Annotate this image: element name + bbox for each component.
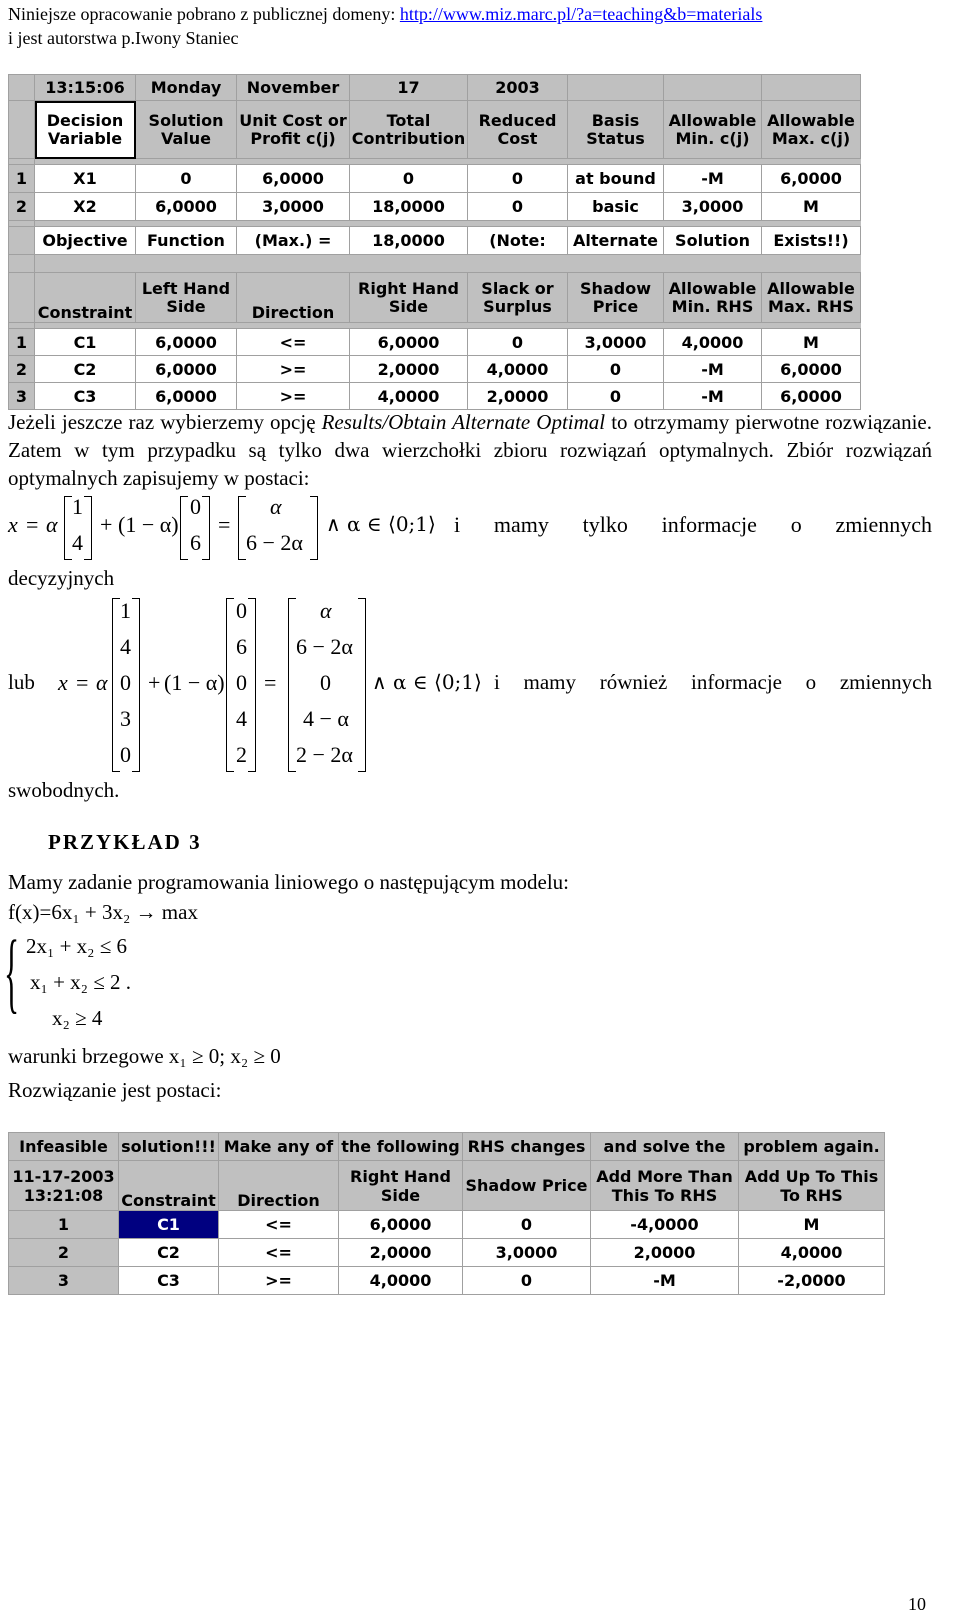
vector-entry: 0 [236, 598, 247, 623]
cell: Alternate [568, 227, 664, 255]
cell: 2003 [468, 75, 568, 101]
timestamp-cell: 11-17-2003 13:21:08 [9, 1161, 119, 1211]
var-x: x [8, 512, 18, 537]
cell: >= [237, 356, 350, 383]
cell: 0 [463, 1267, 591, 1295]
cell: C2 [119, 1239, 219, 1267]
system-brace: { [4, 923, 20, 1022]
vector-entry: 6 [236, 634, 247, 659]
header-cell: Total Contribution [350, 101, 468, 159]
bracket-left [288, 598, 296, 772]
header-row [9, 101, 861, 159]
cell: -M [664, 165, 762, 193]
cell: 0 [463, 1211, 591, 1239]
eq-tail-text: i mamy również informacje o zmiennych [494, 670, 932, 694]
bracket-left [64, 496, 72, 560]
vector-entry: 6 − 2α [296, 634, 353, 659]
cell: basic [568, 193, 664, 221]
cell: Objective [35, 227, 136, 255]
cell: 0 [136, 165, 237, 193]
cell: 6,0000 [762, 356, 861, 383]
cell: (Max.) = [237, 227, 350, 255]
cell: 18,0000 [350, 193, 468, 221]
cell: 17 [350, 75, 468, 101]
condition: ∧ α ∈ ⟨0;1⟩ [372, 670, 482, 694]
selected-cell[interactable]: C1 [119, 1211, 219, 1239]
bracket-left [226, 598, 234, 772]
cell: C2 [35, 356, 136, 383]
alpha: α [96, 670, 108, 695]
alpha: α [46, 512, 58, 537]
bracket-right [202, 496, 210, 560]
cell: -2,0000 [739, 1267, 885, 1295]
page-number: 10 [908, 1594, 926, 1614]
vector-entry: 0 [190, 494, 201, 519]
header-cell: Direction [237, 273, 350, 323]
bounds: warunki brzegowe x₁ ≥ 0; x₂ ≥ 0 [8, 1044, 281, 1068]
cell: problem again. [739, 1133, 885, 1161]
row-number: 1 [9, 1211, 119, 1239]
header-cell: Reduced Cost [468, 101, 568, 159]
cell: <= [219, 1211, 339, 1239]
cell: 2,0000 [591, 1239, 739, 1267]
cell: 4,0000 [468, 356, 568, 383]
cell: <= [237, 329, 350, 356]
row-number: 1 [9, 165, 35, 193]
table-row [9, 329, 861, 356]
cell: C3 [35, 383, 136, 410]
cell: Solution [664, 227, 762, 255]
plus: + [100, 512, 113, 537]
vector-entry: 0 [236, 670, 247, 695]
solution-intro: Rozwiązanie jest postaci: [8, 1078, 222, 1102]
cell: 6,0000 [136, 356, 237, 383]
equals: = [218, 512, 231, 537]
header-cell: Right Hand Side [339, 1161, 463, 1211]
header-cell: Constraint [119, 1161, 219, 1211]
cell: 3,0000 [237, 193, 350, 221]
vector-entry: α [320, 598, 332, 623]
table-row [9, 356, 861, 383]
cell: November [237, 75, 350, 101]
cell: -M [591, 1267, 739, 1295]
vector-entry: 1 [72, 494, 83, 519]
example-heading: PRZYKŁAD 3 [48, 830, 202, 854]
cell: 0 [468, 329, 568, 356]
header-cell: Direction [219, 1161, 339, 1211]
cell: (Note: [468, 227, 568, 255]
vector-entry: 6 [190, 530, 201, 555]
constraint-2: x₁ + x₂ ≤ 2 . [30, 970, 132, 994]
header-cell: Solution Value [136, 101, 237, 159]
table-row [9, 193, 861, 221]
var-x: x [58, 670, 68, 695]
plus: + [148, 670, 161, 695]
cell: M [739, 1211, 885, 1239]
equals: = [264, 670, 277, 695]
cell: X1 [35, 165, 136, 193]
bracket-right [310, 496, 318, 560]
cell: Monday [136, 75, 237, 101]
header-cell: Constraint [35, 273, 136, 323]
one-minus-alpha: (1 − α) [164, 670, 225, 695]
vector-entry: 3 [120, 706, 131, 731]
objective-function: f(x)=6x₁ + 3x₂ → max [8, 900, 198, 924]
cell: at bound [568, 165, 664, 193]
one-minus-alpha: (1 − α) [118, 512, 179, 537]
vector-entry: 4 − α [303, 706, 349, 731]
constraint-3: x₂ ≥ 4 [52, 1006, 103, 1030]
cell: 0 [568, 383, 664, 410]
cell: the following [339, 1133, 463, 1161]
bracket-left [180, 496, 188, 560]
condition: ∧ α ∈ ⟨0;1⟩ [326, 512, 436, 536]
vector-entry: 6 − 2α [246, 530, 303, 555]
cell: >= [237, 383, 350, 410]
vector-entry: 2 [236, 742, 247, 767]
table-row [9, 1239, 885, 1267]
cell: 6,0000 [136, 383, 237, 410]
cell: X2 [35, 193, 136, 221]
cell: solution!!! [119, 1133, 219, 1161]
bracket-right [132, 598, 140, 772]
header-cell: Add Up To This To RHS [739, 1161, 885, 1211]
cell: 6,0000 [762, 165, 861, 193]
table-row [9, 383, 861, 410]
cell: 2,0000 [468, 383, 568, 410]
bracket-left [238, 496, 246, 560]
header-cell: Allowable Min. c(j) [664, 101, 762, 159]
cell: -M [664, 383, 762, 410]
constraint-header-row [9, 273, 861, 323]
row-number: 1 [9, 329, 35, 356]
vector-entry: 4 [72, 530, 83, 555]
vector-entry: 1 [120, 598, 131, 623]
cell: RHS changes [463, 1133, 591, 1161]
cell: 3,0000 [664, 193, 762, 221]
header-cell[interactable]: Decision Variable [35, 101, 136, 159]
menu-path-text: Results/Obtain Alternate Optimal [321, 410, 606, 434]
cell: 4,0000 [739, 1239, 885, 1267]
cell: C1 [35, 329, 136, 356]
cell: 3,0000 [463, 1239, 591, 1267]
message-row [9, 1133, 885, 1161]
cell: 6,0000 [237, 165, 350, 193]
equals: = [26, 512, 39, 537]
header-cell: Basis Status [568, 101, 664, 159]
cell: -M [664, 356, 762, 383]
eq-tail-text: i mamy tylko informacje o zmiennych [454, 512, 932, 537]
row-number: 2 [9, 193, 35, 221]
source-link[interactable]: http://www.miz.marc.pl/?a=teaching&b=materials [399, 4, 763, 24]
cell: 0 [468, 193, 568, 221]
row-number: 3 [9, 383, 35, 410]
cell: 4,0000 [339, 1267, 463, 1295]
bracket-right [84, 496, 92, 560]
cell: 0 [468, 165, 568, 193]
cell: <= [219, 1239, 339, 1267]
cell: 6,0000 [350, 329, 468, 356]
constraint-1: 2x₁ + x₂ ≤ 6 [26, 934, 128, 958]
cell: Infeasible [9, 1133, 119, 1161]
source-note [8, 4, 762, 24]
cell: and solve the [591, 1133, 739, 1161]
infeasible-table [8, 1132, 885, 1295]
cell: M [762, 329, 861, 356]
header-cell: Shadow Price [463, 1161, 591, 1211]
cell: 2,0000 [339, 1239, 463, 1267]
para-text: to otrzymamy pierwotne rozwiązanie. Zatem w tym przypadku są tylko dwa wierzchołki zbioru rozwiązań optymalnych. Zbiór rozwiązań optymalnych zapisujemy w postaci: [8, 410, 932, 490]
header-cell: Allowable Max. c(j) [762, 101, 861, 159]
vector-entry: 4 [236, 706, 247, 731]
header-row [9, 1161, 885, 1211]
cell: Function [136, 227, 237, 255]
header-cell: Allowable Min. RHS [664, 273, 762, 323]
sensitivity-table [8, 74, 861, 410]
header-cell: Allowable Max. RHS [762, 273, 861, 323]
vector-entry: 0 [320, 670, 331, 695]
cell: 4,0000 [664, 329, 762, 356]
header-cell: Add More Than This To RHS [591, 1161, 739, 1211]
row-number: 3 [9, 1267, 119, 1295]
lub-word: lub [8, 670, 35, 694]
cell: 4,0000 [350, 383, 468, 410]
cell: M [762, 193, 861, 221]
paragraph-alternate-optimal [8, 408, 932, 492]
para-text: Jeżeli jeszcze raz wybierzemy opcję [8, 410, 322, 434]
table-row [9, 1211, 885, 1239]
table-row [9, 1267, 885, 1295]
vector-entry: 2 − 2α [296, 742, 353, 767]
vector-entry: α [270, 494, 282, 519]
cell: 6,0000 [136, 193, 237, 221]
cell: 0 [350, 165, 468, 193]
cell: -4,0000 [591, 1211, 739, 1239]
eq-tail-text: decyzyjnych [8, 566, 115, 590]
cell: 18,0000 [350, 227, 468, 255]
header-cell: Right Hand Side [350, 273, 468, 323]
bracket-right [248, 598, 256, 772]
bracket-left [112, 598, 120, 772]
cell: 6,0000 [339, 1211, 463, 1239]
eq-tail-text: swobodnych. [8, 778, 120, 802]
header-cell: Unit Cost or Profit c(j) [237, 101, 350, 159]
title-row [9, 75, 861, 101]
cell: 2,0000 [350, 356, 468, 383]
table-row [9, 165, 861, 193]
header-cell: Slack or Surplus [468, 273, 568, 323]
author-note: i jest autorstwa p.Iwony Staniec [8, 28, 239, 48]
source-note-text: Niniejsze opracowanie pobrano z publicznej domeny: [8, 4, 400, 24]
vector-entry: 0 [120, 742, 131, 767]
cell: Make any of [219, 1133, 339, 1161]
cell: C3 [119, 1267, 219, 1295]
vector-entry: 0 [120, 670, 131, 695]
cell: 6,0000 [136, 329, 237, 356]
cell: Exists!!) [762, 227, 861, 255]
cell: 0 [568, 356, 664, 383]
row-number: 2 [9, 356, 35, 383]
objective-row [9, 227, 861, 255]
cell: 3,0000 [568, 329, 664, 356]
cell: 13:15:06 [35, 75, 136, 101]
header-cell: Shadow Price [568, 273, 664, 323]
equals: = [76, 670, 89, 695]
model-intro: Mamy zadanie programowania liniowego o następującym modelu: [8, 870, 570, 894]
cell: 6,0000 [762, 383, 861, 410]
row-number: 2 [9, 1239, 119, 1267]
vector-entry: 4 [120, 634, 131, 659]
header-cell: Left Hand Side [136, 273, 237, 323]
cell: >= [219, 1267, 339, 1295]
bracket-right [358, 598, 366, 772]
